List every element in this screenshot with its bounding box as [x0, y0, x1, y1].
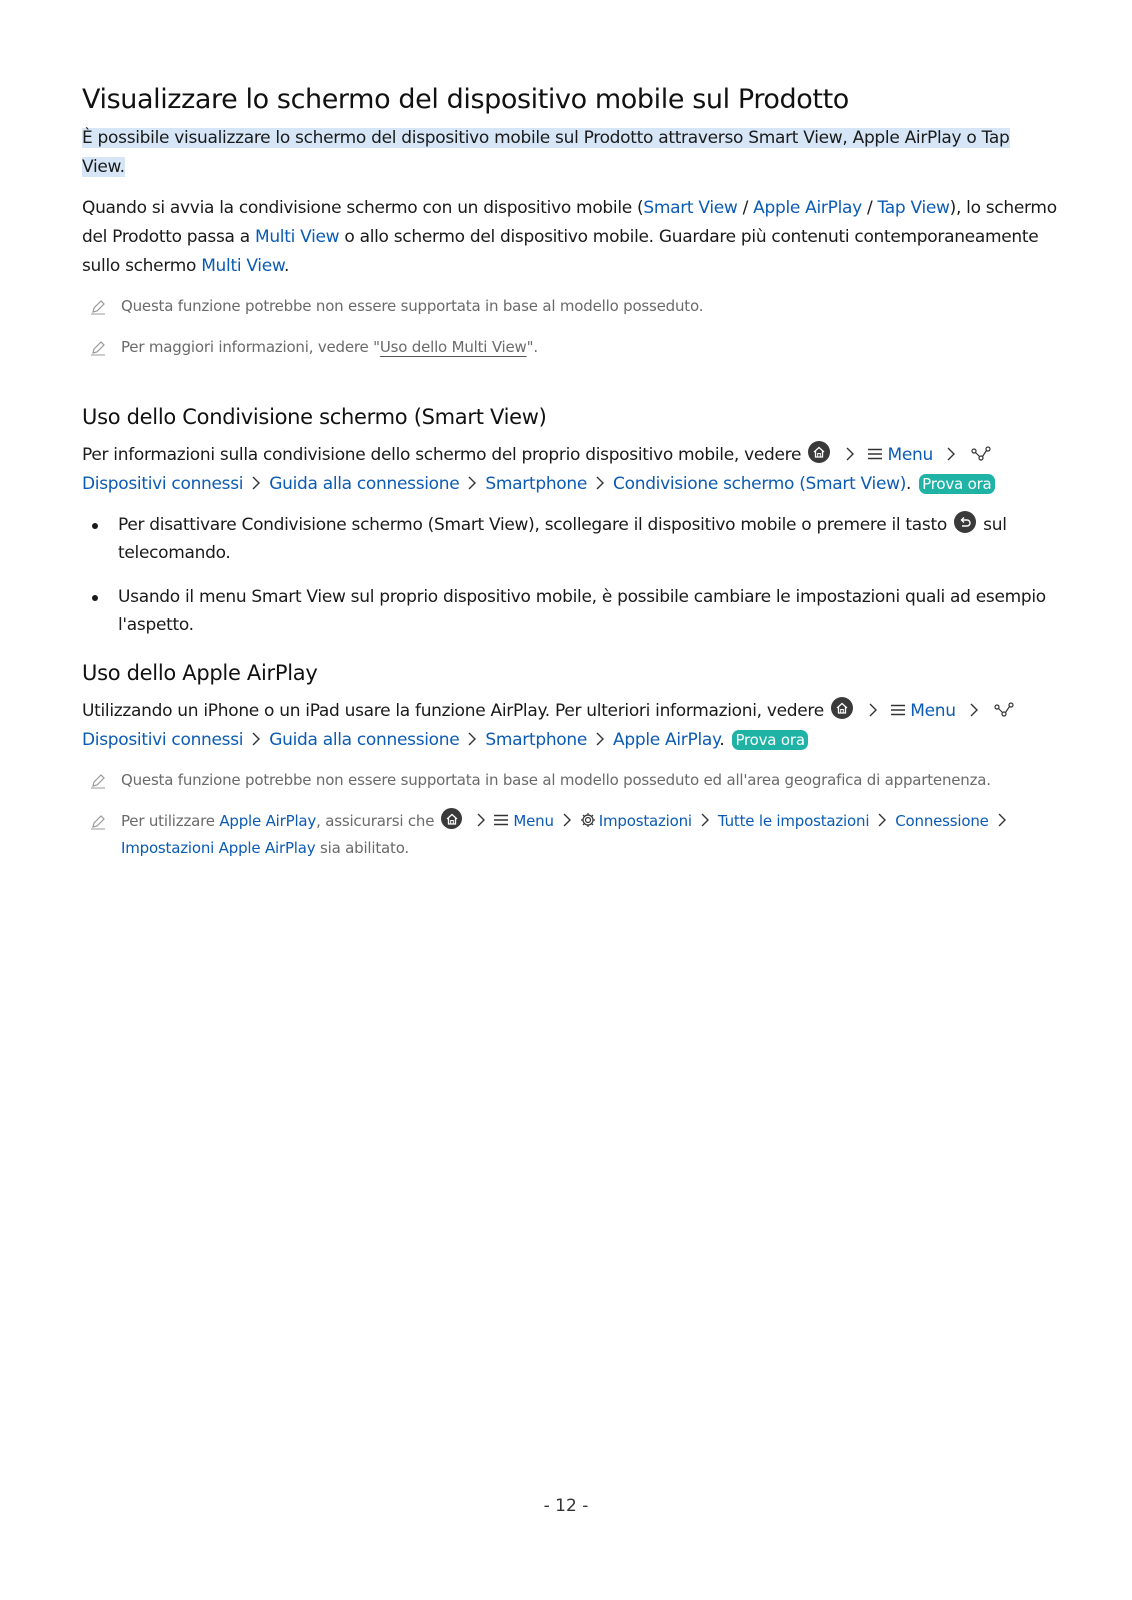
- page-content: [82, 78, 1057, 862]
- chevron-right-icon: [467, 732, 477, 746]
- apple-airplay-link: Apple AirPlay: [613, 730, 720, 750]
- note-text: sia abilitato.: [315, 839, 410, 857]
- menu-link: Menu: [513, 812, 554, 830]
- note-text: Questa funzione potrebbe non essere supportata in base al modello posseduto.: [121, 297, 704, 315]
- chevron-right-icon: [251, 476, 261, 490]
- return-icon: [954, 511, 976, 533]
- apple-airplay-link: Apple AirPlay: [219, 812, 317, 830]
- text: .: [906, 474, 912, 494]
- connection-guide-link: Guida alla connessione: [269, 730, 460, 750]
- page-number: - 12 -: [543, 1496, 589, 1516]
- airplay-settings-link: Impostazioni Apple AirPlay: [121, 839, 316, 857]
- menu-icon: [891, 704, 905, 716]
- note-text: Per maggiori informazioni, vedere ": [121, 338, 380, 356]
- note-more-info: [82, 334, 1057, 361]
- chevron-right-icon: [946, 447, 956, 461]
- list-item: Usando il menu Smart View sul proprio dispositivo mobile, è possibile cambiare le impostazioni quali ad esempio l'aspetto.: [82, 583, 1057, 639]
- smart-view-bullets: [82, 511, 1057, 639]
- sharing-paragraph: [82, 194, 1057, 281]
- home-icon: [831, 697, 853, 719]
- chevron-right-icon: [868, 703, 878, 717]
- bullet-text: sul telecomando.: [118, 515, 1007, 563]
- list-item: [82, 511, 1057, 567]
- apple-airplay-link: Apple AirPlay: [753, 198, 862, 218]
- intro-text: [82, 124, 1057, 182]
- section-heading-smart-view: Uso dello Condivisione schermo (Smart View): [82, 405, 547, 429]
- chevron-right-icon: [251, 732, 261, 746]
- multi-view-reference-link[interactable]: Uso dello Multi View: [379, 338, 527, 356]
- note-model-support: [82, 293, 1057, 320]
- path-intro: Per informazioni sulla condivisione dello schermo del proprio dispositivo mobile, vedere: [82, 445, 802, 465]
- intro-highlight: È possibile visualizzare lo schermo del dispositivo mobile sul Prodotto attraverso Smart View, Apple AirPlay o Tap View.: [82, 128, 1010, 177]
- screen-sharing-link: Condivisione schermo (Smart View): [613, 474, 907, 494]
- gear-icon: [580, 812, 596, 828]
- pencil-note-icon: [90, 299, 106, 315]
- chevron-right-icon: [997, 813, 1007, 827]
- menu-link: Menu: [910, 701, 956, 721]
- chevron-right-icon: [595, 476, 605, 490]
- text: .: [283, 256, 290, 276]
- text: o allo schermo del dispositivo mobile. Guardare più contenuti contemporaneamente sullo schermo: [82, 227, 1039, 276]
- chevron-right-icon: [595, 732, 605, 746]
- menu-icon: [868, 448, 882, 460]
- connection-guide-link: Guida alla connessione: [269, 474, 460, 494]
- bullet-text: Per disattivare Condivisione schermo (Smart View), scollegare il dispositivo mobile o premere il tasto: [118, 515, 947, 535]
- connected-devices-icon: [971, 446, 991, 462]
- connected-devices-icon: [994, 702, 1014, 718]
- note-text: ".: [526, 338, 538, 356]
- page-title: Visualizzare lo schermo del dispositivo mobile sul Prodotto: [82, 84, 849, 115]
- try-now-button[interactable]: Prova ora: [919, 474, 994, 494]
- settings-link: Impostazioni: [598, 812, 692, 830]
- connection-link: Connessione: [895, 812, 989, 830]
- connected-devices-link: Dispositivi connessi: [82, 730, 244, 750]
- home-icon: [441, 808, 462, 829]
- note-region-support: [82, 767, 1057, 794]
- smartphone-link: Smartphone: [485, 730, 588, 750]
- tap-view-link: Tap View: [877, 198, 950, 218]
- note-text: Questa funzione potrebbe non essere supportata in base al modello posseduto ed all'area geografica di appartenenza.: [121, 771, 991, 789]
- chevron-right-icon: [845, 447, 855, 461]
- chevron-right-icon: [877, 813, 887, 827]
- menu-link: Menu: [887, 445, 933, 465]
- all-settings-link: Tutte le impostazioni: [717, 812, 870, 830]
- note-airplay-settings: [82, 808, 1057, 862]
- pencil-note-icon: [90, 340, 106, 356]
- pencil-note-icon: [90, 814, 106, 830]
- smartphone-link: Smartphone: [485, 474, 588, 494]
- try-now-button[interactable]: Prova ora: [732, 730, 807, 750]
- smart-view-link: Smart View: [643, 198, 738, 218]
- note-text: Per utilizzare: [121, 812, 220, 830]
- home-icon: [808, 441, 830, 463]
- section-heading-airplay: Uso dello Apple AirPlay: [82, 661, 318, 685]
- chevron-right-icon: [476, 813, 486, 827]
- connected-devices-link: Dispositivi connessi: [82, 474, 244, 494]
- path-intro: Utilizzando un iPhone o un iPad usare la funzione AirPlay. Per ulteriori informazioni, vedere: [82, 701, 824, 721]
- menu-icon: [494, 814, 508, 826]
- chevron-right-icon: [562, 813, 572, 827]
- text: Quando si avvia la condivisione schermo con un dispositivo mobile (: [82, 198, 644, 218]
- text: /: [861, 198, 878, 218]
- note-text: , assicurarsi che: [316, 812, 435, 830]
- smart-view-menu-path: [82, 441, 1057, 499]
- text: /: [737, 198, 754, 218]
- chevron-right-icon: [969, 703, 979, 717]
- airplay-menu-path: [82, 697, 1057, 755]
- multi-view-link: Multi View: [254, 227, 340, 247]
- chevron-right-icon: [700, 813, 710, 827]
- chevron-right-icon: [467, 476, 477, 490]
- multi-view-link-2: Multi View: [201, 256, 284, 276]
- pencil-note-icon: [90, 773, 106, 789]
- text: ), lo schermo del Prodotto passa a: [82, 198, 1057, 247]
- text: .: [719, 730, 725, 750]
